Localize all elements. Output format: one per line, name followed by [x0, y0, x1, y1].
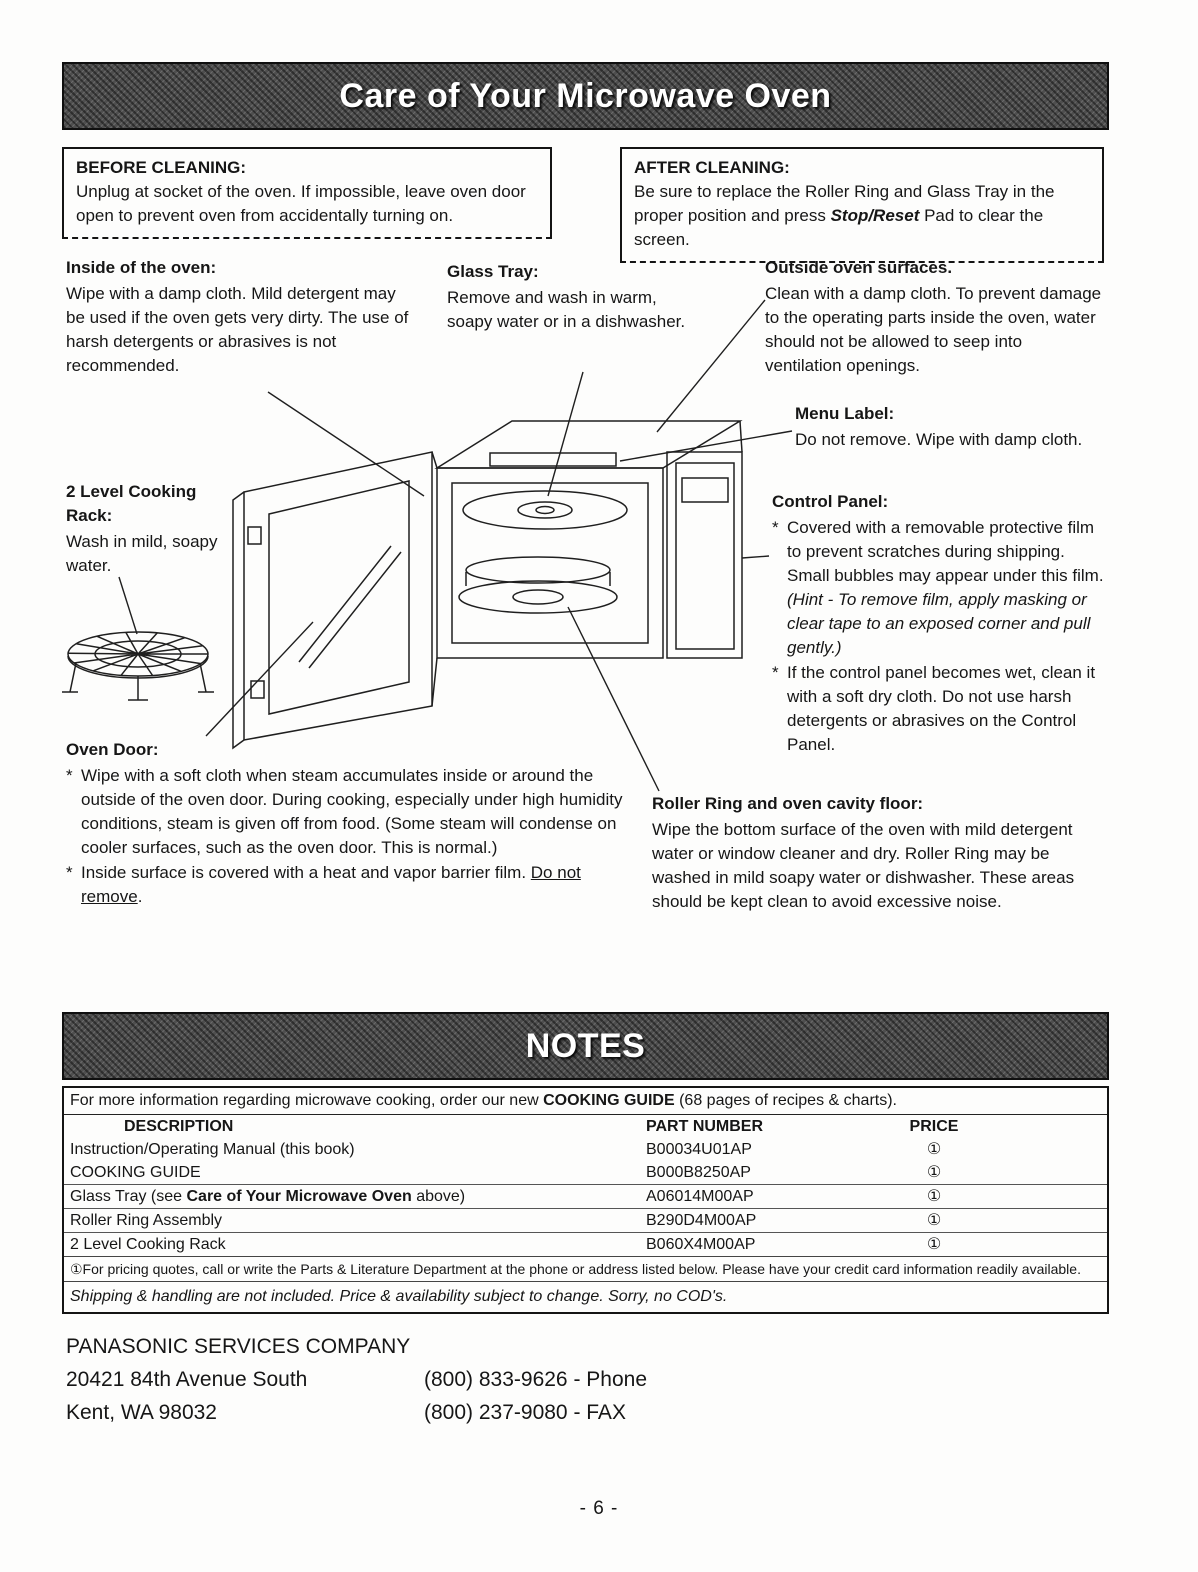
control-panel-heading: Control Panel: [772, 492, 889, 511]
after-cleaning-heading: AFTER CLEANING: [634, 158, 790, 177]
callout-control-panel [772, 490, 1105, 757]
control-panel-item: * Covered with a removable protective film to prevent scratches during shipping. Small bubbles may appear under this film. (Hint - To remove film, apply masking or clear tape to an exposed corner and pull gently.) [772, 518, 1104, 657]
inside-oven-body: Wipe with a damp cloth. Mild detergent may be used if the oven gets very dirty. The use of harsh detergents or abrasives is not recommended. [66, 284, 409, 375]
cooking-rack-heading: 2 Level Cooking Rack: [66, 482, 197, 525]
shipping-note: Shipping & handling are not included. Price & availability subject to change. Sorry, no COD's. [64, 1281, 1107, 1312]
company-name: PANASONIC SERVICES COMPANY [66, 1335, 411, 1358]
control-panel-column [667, 452, 742, 658]
glass-tray-heading: Glass Tray: [447, 262, 539, 281]
pricing-footnote: ①For pricing quotes, call or write the Parts & Literature Department at the phone or address listed below. Please have your credit card information readily available. [64, 1256, 1107, 1281]
phone-number: (800) 833-9626 - Phone [424, 1368, 647, 1391]
oven-door-item: * Wipe with a soft cloth when steam accumulates inside or around the outside of the oven door. During cooking, especially under high humidity conditions, steam is given off from food. (Some steam will condense on cooler surfaces, such as the oven door. This is normal.) [66, 766, 623, 857]
bullet-marker: * [66, 863, 73, 882]
bullet-marker: * [772, 518, 779, 537]
oven-door-item: * Inside surface is covered with a heat and vapor barrier film. Do not remove. [66, 863, 581, 906]
callout-cooking-rack [66, 480, 231, 578]
table-row: 2 Level Cooking Rack B060X4M00AP ① [64, 1232, 1107, 1256]
notes-banner [62, 1012, 1109, 1080]
after-cleaning-body: Be sure to replace the Roller Ring and Glass Tray in the proper position and press Stop/Reset Pad to clear the screen. [634, 182, 1055, 249]
table-row: Roller Ring Assembly B290D4M00AP ① [64, 1208, 1107, 1232]
cooking-rack-line [119, 577, 137, 634]
table-row: COOKING GUIDE B000B8250AP ① [70, 1164, 942, 1181]
address-line-1: 20421 84th Avenue South [66, 1368, 308, 1391]
callout-oven-door [66, 738, 631, 909]
bullet-marker: * [66, 766, 73, 785]
menu-label-body: Do not remove. Wipe with damp cloth. [795, 430, 1083, 449]
bullet-marker: * [772, 663, 779, 682]
inside-oven-line [268, 392, 424, 496]
address-line-2: Kent, WA 98032 [66, 1401, 217, 1424]
cavity-opening [452, 483, 648, 643]
before-cleaning-box [62, 147, 552, 239]
notes-title: NOTES [525, 1026, 646, 1065]
cabinet-front [437, 468, 663, 658]
order-info-box [62, 1086, 1109, 1314]
table-row: Glass Tray (see Care of Your Microwave Oven above) A06014M00AP ① [64, 1184, 1107, 1208]
table-header-row [64, 1115, 1107, 1138]
callout-glass-tray [447, 260, 699, 334]
callout-outside-surfaces [765, 256, 1103, 378]
footer [66, 1330, 647, 1429]
oven-door-line [206, 622, 313, 736]
oven-door-heading: Oven Door: [66, 740, 159, 759]
col-header-description: DESCRIPTION [124, 1118, 234, 1135]
outside-surfaces-body: Clean with a damp cloth. To prevent damage to the operating parts inside the oven, water should not be allowed to seep into ventilation openings. [765, 284, 1102, 375]
cooking-rack-drawing [62, 632, 214, 700]
before-cleaning-heading: BEFORE CLEANING: [76, 158, 246, 177]
fax-number: (800) 237-9080 - FAX [424, 1401, 626, 1424]
glass-tray-line [548, 372, 583, 496]
outside-surfaces-heading: Outside oven surfaces. [765, 258, 953, 277]
order-intro: For more information regarding microwave cooking, order our new COOKING GUIDE (68 pages of recipes & charts). [64, 1088, 1107, 1115]
table-row: Instruction/Operating Manual (this book) B00034U01AP ① [70, 1141, 942, 1158]
before-cleaning-body: Unplug at socket of the oven. If impossible, leave oven door open to prevent oven from accidentally turning on. [76, 182, 526, 225]
cooking-rack-body: Wash in mild, soapy water. [66, 532, 218, 575]
menu-label-heading: Menu Label: [795, 404, 895, 423]
cabinet-top [437, 421, 740, 468]
after-cleaning-box [620, 147, 1104, 263]
oven-door-drawing [244, 452, 432, 740]
callout-roller-ring [652, 792, 1107, 914]
inside-oven-heading: Inside of the oven: [66, 258, 217, 277]
col-header-price: PRICE [909, 1118, 959, 1135]
glass-tray-drawing [463, 491, 627, 529]
roller-ring-heading: Roller Ring and oven cavity floor: [652, 794, 924, 813]
menu-label-slot [490, 453, 616, 466]
roller-ring-body: Wipe the bottom surface of the oven with mild detergent water or window cleaner and dry. Roller Ring may be washed in mild soapy water or dishwasher. These areas should be kept clean to avoid excessive noise. [652, 820, 1075, 911]
page-title: Care of Your Microwave Oven [339, 76, 832, 115]
display-window [682, 478, 728, 502]
control-panel-item: * If the control panel becomes wet, clean it with a soft dry cloth. Do not use harsh detergents or abrasives on the Control Panel. [772, 663, 1096, 754]
callout-inside-oven [66, 256, 418, 378]
care-title-banner [62, 62, 1109, 130]
callout-menu-label [795, 402, 1095, 452]
menu-label-line [620, 431, 792, 461]
control-panel-line [742, 556, 769, 558]
page-number: - 6 - [579, 1498, 619, 1519]
roller-ring-drawing [466, 557, 610, 583]
glass-tray-body: Remove and wash in warm, soapy water or in a dishwasher. [447, 288, 686, 331]
col-header-part-number: PART NUMBER [646, 1118, 764, 1135]
